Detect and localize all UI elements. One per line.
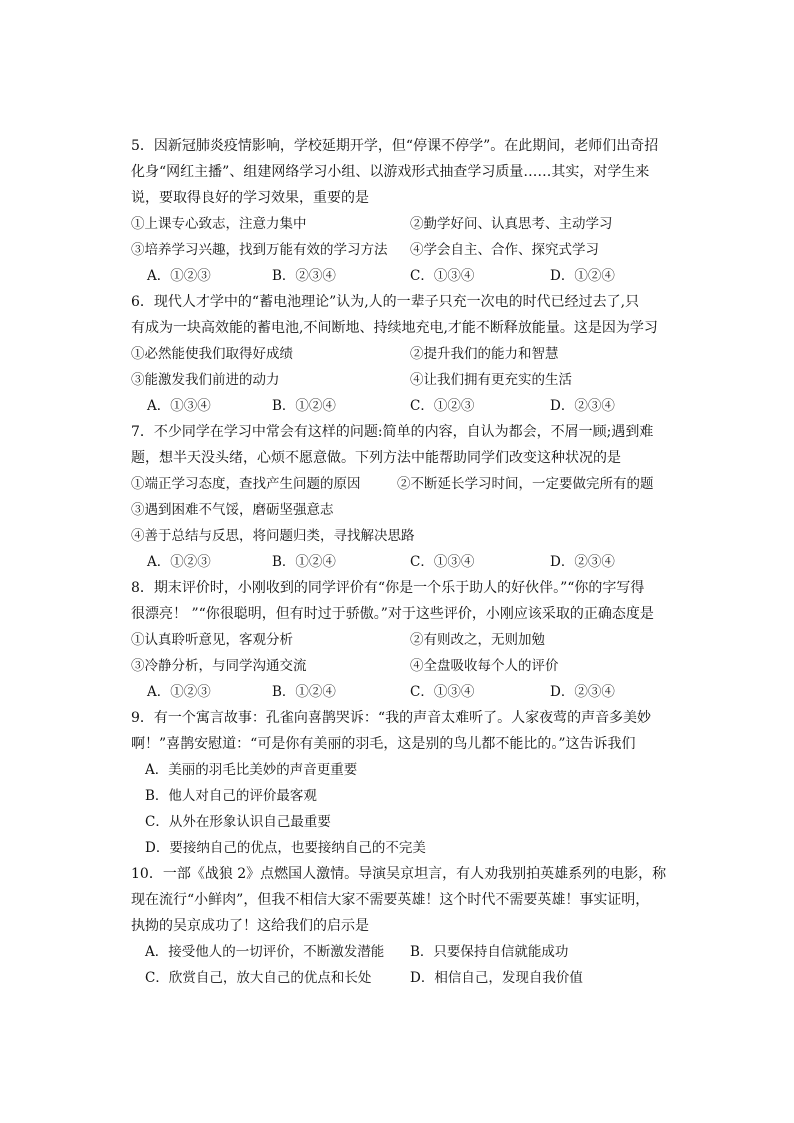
q8-item-4: ④全盘吸收每个人的评价 — [410, 658, 559, 674]
q5-choice-c: C．①③④ — [410, 268, 475, 284]
q5-item-1: ①上课专心致志，注意力集中 — [131, 216, 307, 232]
q5-stem-line-3: 说，要取得良好的学习效果，重要的是 — [131, 190, 369, 206]
q9-choice-b: B．他人对自己的评价最客观 — [145, 788, 317, 804]
q8-item-3: ③冷静分析，与同学沟通交流 — [131, 658, 307, 674]
q7-item-2: ②不断延长学习时间，一定要做完所有的题 — [397, 476, 654, 492]
q7-choice-a: A．①②③ — [147, 554, 211, 570]
q6-stem-line-2: 有成为一块高效能的蓄电池,不间断地、持续地充电,才能不断释放能量。这是因为学习 — [131, 320, 658, 336]
q6-item-3: ③能激发我们前进的动力 — [131, 372, 280, 388]
q6-choice-d: D．②③④ — [550, 398, 615, 414]
q5-stem-line-1: 5．因新冠肺炎疫情影响，学校延期开学，但“停课不停学”。在此期间，老师们出奇招 — [131, 138, 659, 154]
q5-item-3: ③培养学习兴趣，找到万能有效的学习方法 — [131, 242, 388, 258]
q10-stem-line-3: 执拗的吴京成功了！这给我们的启示是 — [131, 918, 369, 934]
q6-choice-b: B．①②④ — [272, 398, 336, 414]
q9-choice-c: C．从外在形象认识自己最重要 — [145, 814, 331, 830]
q8-choice-a: A．①②③ — [147, 684, 211, 700]
q8-choice-d: D．②③④ — [550, 684, 615, 700]
q8-choice-b: B．①②④ — [272, 684, 336, 700]
q7-item-3: ③遇到困难不气馁，磨砺坚强意志 — [131, 502, 334, 518]
q5-choice-a: A．①②③ — [147, 268, 211, 284]
q6-stem-line-1: 6．现代人才学中的“蓄电池理论”认为,人的一辈子只充一次电的时代已经过去了,只 — [131, 294, 640, 310]
q5-choice-b: B．②③④ — [272, 268, 336, 284]
q5-stem-line-2: 化身“网红主播”、组建网络学习小组、以游戏形式抽查学习质量……其实，对学生来 — [131, 164, 650, 180]
q9-stem-line-1: 9．有一个寓言故事：孔雀向喜鹊哭诉：“我的声音太难听了。人家夜莺的声音多美妙 — [131, 710, 652, 726]
q10-choice-c: C．欣赏自己，放大自己的优点和长处 — [145, 970, 372, 986]
q8-stem-line-2: 很漂亮！ ”“你很聪明，但有时过于骄傲。”对于这些评价，小刚应该采取的正确态度是 — [131, 606, 654, 622]
q7-choice-b: B．①②④ — [272, 554, 336, 570]
q8-choice-c: C．①③④ — [410, 684, 475, 700]
q6-item-4: ④让我们拥有更充实的生活 — [410, 372, 572, 388]
q5-choice-d: D．①②④ — [550, 268, 615, 284]
q7-choice-d: D．②③④ — [550, 554, 615, 570]
q6-item-2: ②提升我们的能力和智慧 — [410, 346, 559, 362]
q10-choice-d: D．相信自己，发现自我价值 — [410, 970, 583, 986]
q9-choice-d: D．要接纳自己的优点，也要接纳自己的不完美 — [145, 840, 426, 856]
q8-stem-line-1: 8．期末评价时，小刚收到的同学评价有“你是一个乐于助人的好伙伴。”“你的字写得 — [131, 580, 645, 596]
q5-item-2: ②勤学好问、认真思考、主动学习 — [410, 216, 613, 232]
q6-choice-c: C．①②③ — [410, 398, 475, 414]
q10-stem-line-1: 10．一部《战狼 2》点燃国人激情。导演吴京坦言，有人劝我别拍英雄系列的电影，称 — [131, 866, 667, 882]
q10-choice-b: B．只要保持自信就能成功 — [410, 944, 569, 960]
q6-choice-a: A．①③④ — [147, 398, 211, 414]
q7-item-4: ④善于总结与反思，将问题归类，寻找解决思路 — [131, 528, 415, 544]
q9-choice-a: A．美丽的羽毛比美妙的声音更重要 — [145, 762, 358, 778]
q9-stem-line-2: 啊！”喜鹊安慰道：“可是你有美丽的羽毛，这是别的鸟儿都不能比的。”这告诉我们 — [131, 736, 636, 752]
q8-item-1: ①认真聆听意见，客观分析 — [131, 632, 293, 648]
q8-item-2: ②有则改之，无则加勉 — [410, 632, 545, 648]
q5-item-4: ④学会自主、合作、探究式学习 — [410, 242, 599, 258]
q7-stem-line-2: 题，想半天没头绪，心烦不愿意做。下列方法中能帮助同学们改变这种状况的是 — [131, 450, 621, 466]
q10-stem-line-2: 现在流行“小鲜肉”，但我不相信大家不需要英雄！这个时代不需要英雄！事实证明， — [131, 892, 650, 908]
q7-item-1: ①端正学习态度，查找产生问题的原因 — [131, 476, 361, 492]
q7-stem-line-1: 7．不少同学在学习中常会有这样的问题:简单的内容，自认为都会，不屑一顾;遇到难 — [131, 424, 654, 440]
q6-item-1: ①必然能使我们取得好成绩 — [131, 346, 293, 362]
q7-choice-c: C．①③④ — [410, 554, 475, 570]
q10-choice-a: A．接受他人的一切评价，不断激发潜能 — [145, 944, 385, 960]
